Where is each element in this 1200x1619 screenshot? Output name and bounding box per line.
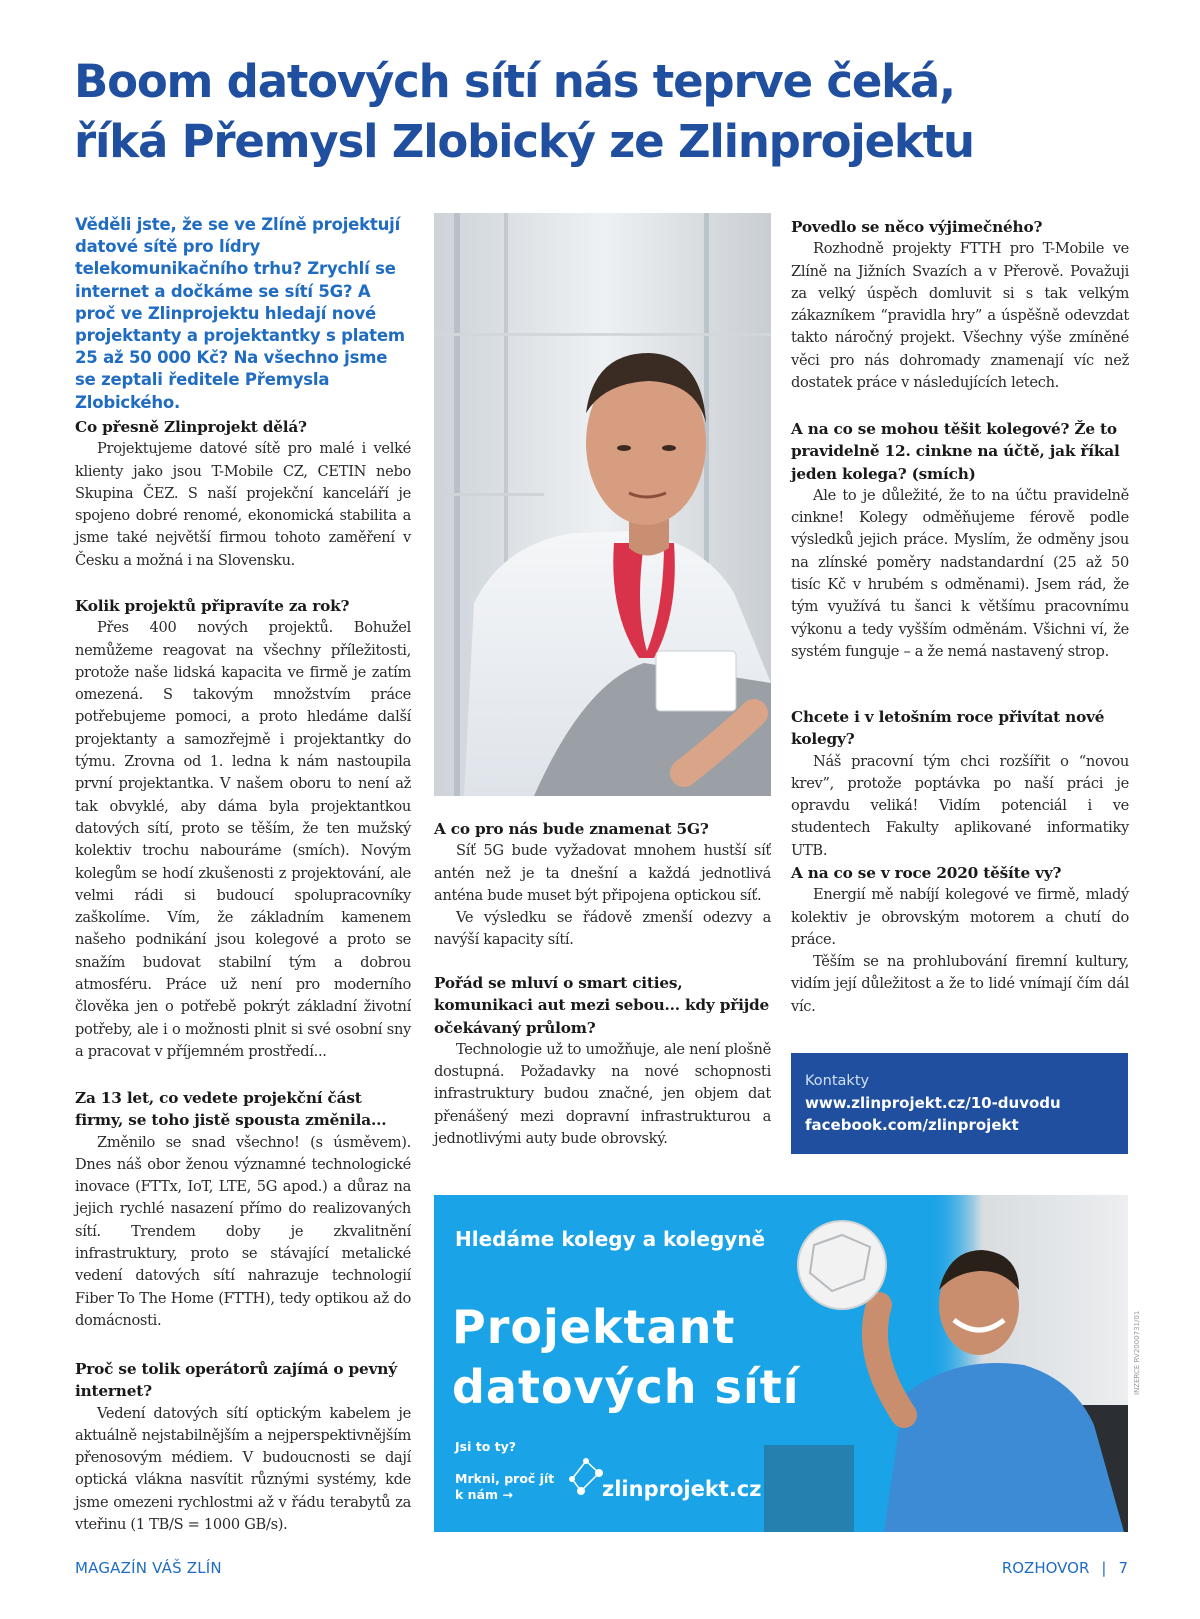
banner-url[interactable]: zlinprojekt.cz xyxy=(602,1477,762,1501)
answer: Přes 400 nových projektů. Bohužel nemůžeme reagovat na všechny příležitosti, protože naše lidská kapacita ve firmě je zatím omezená. S takovým množstvím práce potřebujeme pomoci, a proto hledáme další projektanty a samozřejmě i projektantky do týmu. Zrovna od 1. ledna k nám nastoupila první projektantka. V našem oboru to není až tak obvyklé, aby dáma byla projektantkou datových sítí, proto se těším, že ten mužský kolektiv trochu nabouráme (smích). Novým kolegům se hodí zkušenosti z projektování, ale velmi rádi si budoucí spolupracovníky zaškolíme. Vím, že základním kamenem našeho podnikání jsou kolegové a proto se snažím budovat stabilní tým a dobrou atmosféru. Práce už není pro moderního člověka jen o potřebě pokrýt základní životní potřeby, ale i o možnosti plnit si své osobní sny a pracovat v příjemném prostředí... xyxy=(75,619,411,1060)
question: A co pro nás bude znamenat 5G? xyxy=(434,820,709,838)
answer: Těším se na prohlubování firemní kultury, vidím její důležitost a že to lidé vnímají čím dál víc. xyxy=(791,953,1129,1015)
title-line-2: říká Přemysl Zlobický ze Zlinprojektu xyxy=(74,115,974,168)
question: Chcete i v letošním roce přivítat nové kolegy? xyxy=(791,708,1105,749)
section-13-years xyxy=(75,1087,411,1332)
answer: Energií mě nabíjí kolegové ve firmě, mladý kolektiv je obrovským motorem a chutí do práce. xyxy=(791,886,1129,948)
section-fixed-internet xyxy=(75,1358,411,1536)
answer: Projektujeme datové sítě pro malé i velké klienty jako jsou T-Mobile CZ, CETIN nebo Skupina ČEZ. S naší projekční kanceláří je spojeno dobré renomé, ekonomická stabilita a jsme také největší firmou tohoto zaměření v Česku a možná i na Slovensku. xyxy=(75,440,411,569)
section-5g xyxy=(434,818,771,952)
question: Povedlo se něco výjimečného? xyxy=(791,218,1043,236)
banner-job-title xyxy=(452,1297,799,1417)
answer: Síť 5G bude vyžadovat mnohem hustší síť antén než je ta dnešní a každá jednotlivá anténa bude muset být připojena optickou síť. xyxy=(434,842,771,904)
title-line-1: Boom datových sítí nás teprve čeká, xyxy=(74,55,955,108)
job-ad-banner[interactable] xyxy=(434,1195,1128,1532)
question: Za 13 let, co vedete projekční část firmy, se toho jistě spousta změnila... xyxy=(75,1089,387,1130)
section-smart-cities xyxy=(434,972,771,1150)
answer: Ale to je důležité, že to na účtu pravidelně cinkne! Kolegy odměňujeme férově podle výsledků jejich práce. Myslím, že odměny jsou na zlínské poměry nadstandardní (25 až 50 tisíc Kč v hrubém s odměnami). Jsem rád, že tým využívá tu šanci k většímu pracovnímu výkonu a tedy vyšším odměnám. Všichni ví, že systém funguje – a že nemá nastavený strop. xyxy=(791,486,1129,660)
section-new-colleagues xyxy=(791,706,1129,862)
job-title-line-1: Projektant xyxy=(452,1300,736,1354)
website-link[interactable]: www.zlinprojekt.cz/10-duvodu xyxy=(805,1094,1061,1112)
lead-paragraph: Věděli jste, že se ve Zlíně projektují datové sítě pro lídry telekomunikačního trhu? Zrychlí se internet a dočkáme se sítí 5G? A proč ve Zlinprojektu hledají nové projektanty a projektantky s platem 25 až 50 000 Kč? Na všechno jsme se zeptali ředitele Přemysla Zlobického. xyxy=(75,215,405,412)
portrait-photo xyxy=(434,213,771,796)
question: A na co se mohou těšit kolegové? Že to pravidelně 12. cinkne na účtě, jak říkal jeden kolega? (smích) xyxy=(791,420,1120,483)
answer: Změnilo se snad všechno! (s úsměvem). Dnes náš obor ženou významné technologické inovace (FTTx, IoT, LTE, 5G apod.) a důraz na jejich rychlé nasazení přímo do realizovaných sítí. Trendem doby je zkvalitnění infrastruktury, proto se stávající metalické vedení datových sítí nahrazuje technologií Fiber To The Home (FTTH), tedy optikou až do domácnosti. xyxy=(75,1133,411,1329)
question: A na co se v roce 2020 těšíte vy? xyxy=(791,864,1062,882)
question: Co přesně Zlinprojekt dělá? xyxy=(75,418,307,436)
ad-code: INZERCE RV2000731/01 xyxy=(1133,1310,1141,1395)
job-title-line-2: datových sítí xyxy=(452,1360,800,1414)
answer: Technologie už to umožňuje, ale není plošně dostupná. Požadavky na nové schopnosti infrastruktury budou značné, jen objem dat přenášený mezi dopravní infrastrukturou a jednotlivými auty bude obrovský. xyxy=(434,1040,771,1148)
answer: Rozhodně projekty FTTH pro T-Mobile ve Zlíně na Jižních Svazích a v Přerově. Považuji za velký úspěch domluvit si s tak velkým zákazníkem “pravidla hry” a úspěšně odevzdat takto náročný projekt. Všechny výše zmíněné věci pro nás dohromady znamenají víc než dostatek práce v následujících letech. xyxy=(791,240,1129,392)
page-footer-right xyxy=(1002,1559,1128,1577)
section-colleagues xyxy=(791,418,1129,663)
portrait-illustration xyxy=(434,213,771,796)
banner-question: Jsi to ty? xyxy=(455,1439,517,1454)
section-what-company-does xyxy=(75,416,411,572)
question: Pořád se mluví o smart cities, komunikaci aut mezi sebou... kdy přijde očekávaný průlom? xyxy=(434,974,770,1037)
question: Kolik projektů připravíte za rok? xyxy=(75,597,350,615)
answer: Vedení datových sítí optickým kabelem je aktuálně nejstabilnějším a nejperspektivnějším přenosovým médiem. V budoucnosti se dají optická vlákna nasvítit různými systémy, kde jsme omezeni rychlostmi až v řádu terabytů za vteřinu (1 TB/S = 1000 GB/s). xyxy=(75,1404,411,1534)
answer: Náš pracovní tým chci rozšířit o “novou krev”, protože poptávka po naší práci je opravdu veliká! Vidím potenciál i ve studentech Fakulty aplikované informatiky UTB. xyxy=(791,752,1129,859)
question: Proč se tolik operátorů zajímá o pevný internet? xyxy=(75,1360,397,1401)
contacts-box xyxy=(791,1053,1128,1154)
magazine-name: MAGAZÍN VÁŠ ZLÍN xyxy=(75,1559,222,1577)
banner-headline: Hledáme kolegy a kolegyně xyxy=(455,1227,766,1251)
answer: Ve výsledku se řádově zmenší odezvy a navýší kapacity sítí. xyxy=(434,909,771,949)
section-name: ROZHOVOR xyxy=(1001,1559,1090,1577)
footer-separator: | xyxy=(1101,1559,1107,1577)
contacts-label: Kontakty xyxy=(805,1073,870,1089)
section-exceptional xyxy=(791,216,1129,394)
article-title xyxy=(74,52,1134,172)
section-2020 xyxy=(791,862,1129,1018)
facebook-link[interactable]: facebook.com/zlinprojekt xyxy=(805,1116,1019,1134)
page-number: 7 xyxy=(1118,1559,1128,1577)
section-projects-per-year xyxy=(75,595,411,1063)
banner-cta[interactable]: Mrkni, proč jít k nám → xyxy=(455,1471,555,1502)
